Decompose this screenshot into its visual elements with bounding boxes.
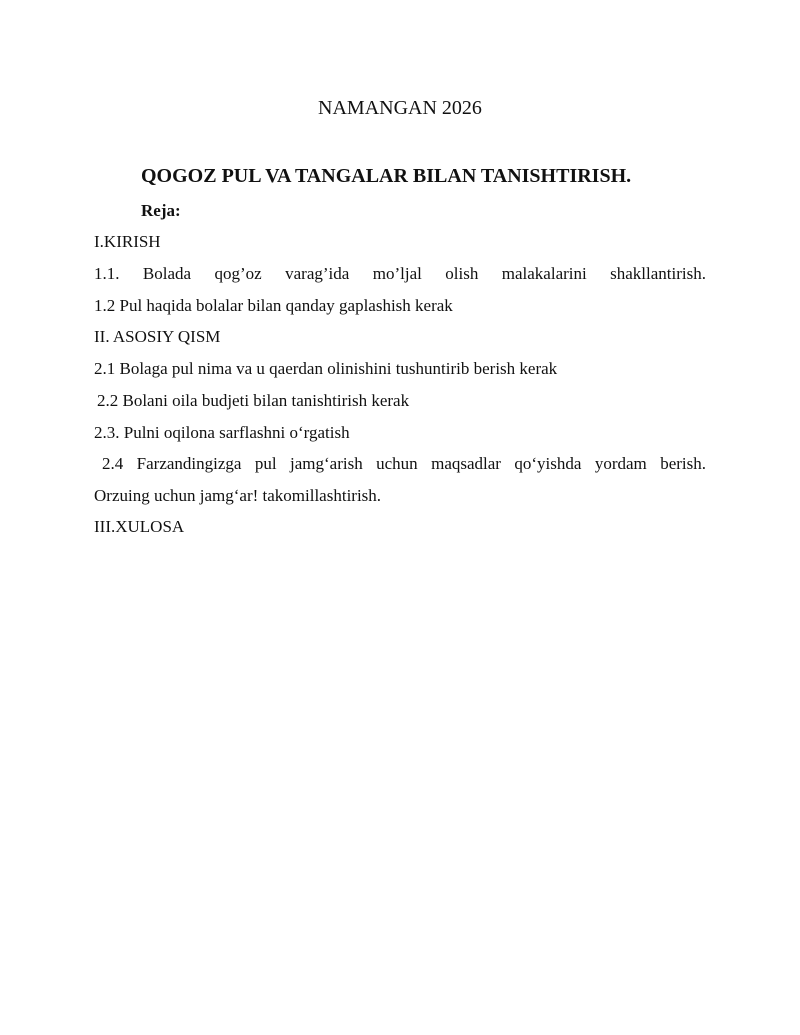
- plan-line-2-4-continued: Orzuing uchun jamg‘ar! takomillashtirish.: [94, 486, 382, 505]
- plan-line-xulosa: III.XULOSA: [94, 517, 185, 536]
- plan-line-2-4: 2.4 Farzandingizga pul jamg‘arish uchun maqsadlar qo‘yishda yordam berish.: [102, 454, 706, 473]
- plan-line-2-2: 2.2 Bolani oila budjeti bilan tanishtirish kerak: [97, 391, 410, 410]
- plan-line-2-1: 2.1 Bolaga pul nima va u qaerdan olinishini tushuntirib berish kerak: [94, 359, 558, 378]
- plan-line-asosiy-qism: II. ASOSIY QISM: [94, 327, 221, 346]
- plan-line-2-3: 2.3. Pulni oqilona sarflashni o‘rgatish: [94, 423, 350, 442]
- plan-line-kirish: I.KIRISH: [94, 232, 161, 251]
- document-title: NAMANGAN 2026: [318, 97, 482, 119]
- plan-line-1-2: 1.2 Pul haqida bolalar bilan qanday gaplashish kerak: [94, 296, 453, 315]
- document-heading: QOGOZ PUL VA TANGALAR BILAN TANISHTIRISH.: [141, 165, 632, 187]
- plan-line-1-1: 1.1. Bolada qog’oz varag’ida mo’ljal olish malakalarini shakllantirish.: [94, 264, 706, 283]
- plan-label: Reja:: [141, 201, 181, 220]
